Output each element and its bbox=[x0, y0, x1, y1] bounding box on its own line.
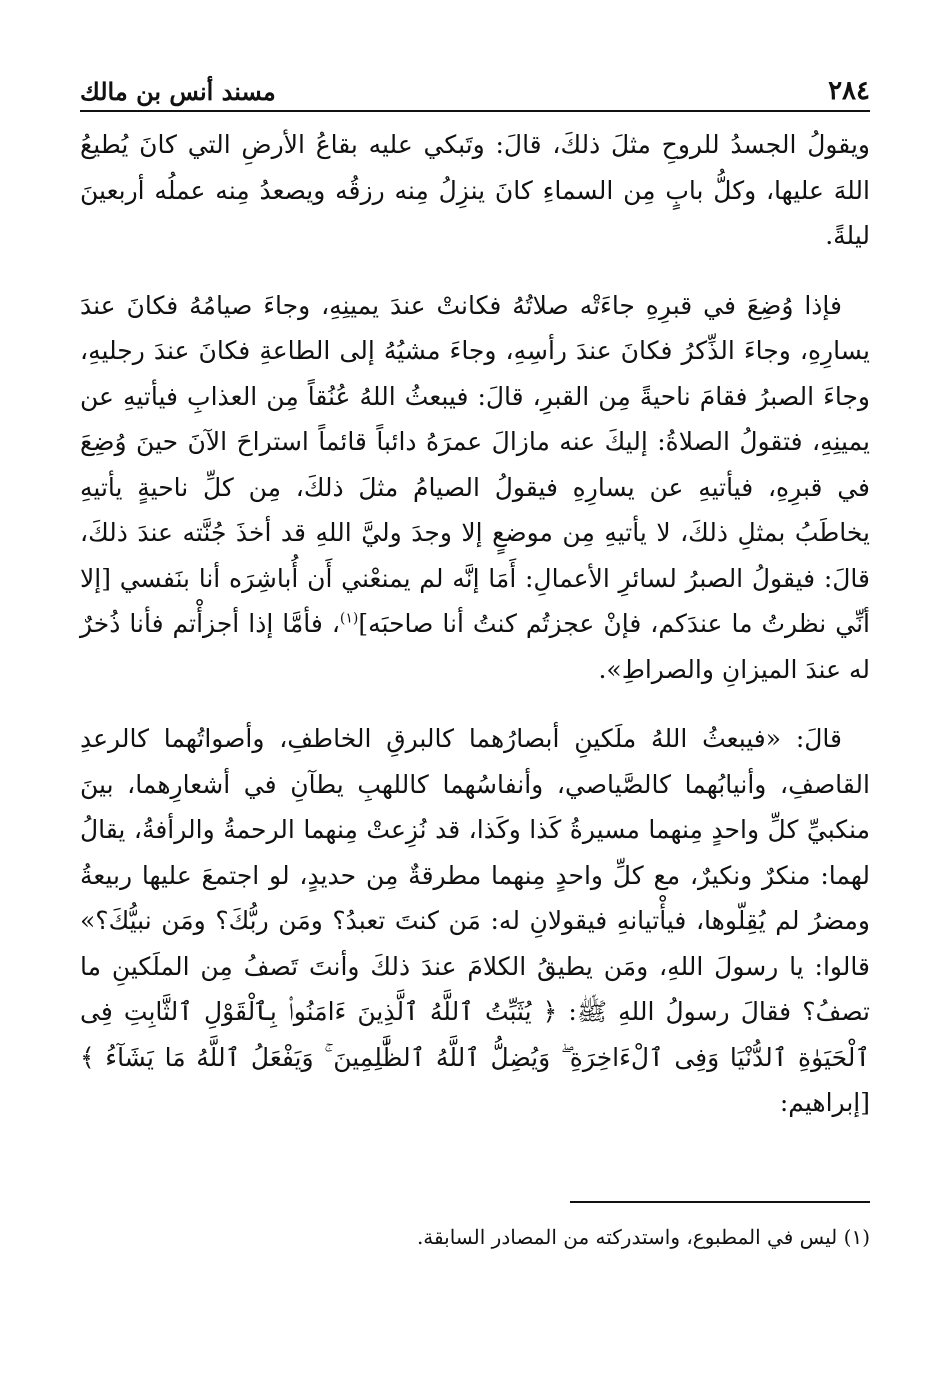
running-title: مسند أنس بن مالك bbox=[80, 77, 276, 106]
footnote: (١) ليس في المطبوع، واستدركته من المصادر السابقة. bbox=[416, 1225, 870, 1249]
paragraph-3: قالَ: «فيبعثُ اللهُ ملَكينِ أبصارُهما كالبرقِ الخاطفِ، وأصواتُهما كالرعدِ القاصفِ، وأنيابُهما كالصَّياصي، وأنفاسُهما كاللهبِ يطآنِ في أشعارِهما، بينَ منكبيِّ كلِّ واحدٍ مِنهما مسيرةُ كَذا وكَذا، قد نُزِعتْ مِنهما الرحمةُ والرأفةُ، يقالُ لهما: منكرٌ ونكيرٌ، مع كلِّ واحدٍ مِنهما مطرقةٌ مِن حديدٍ، لو اجتمعَ عليها ربيعةُ ومضرُ لم يُقِلّوها، فيأْتيانهِ فيقولانِ له: مَن كنتَ تعبدُ؟ ومَن ربُّكَ؟ ومَن نبيُّكَ؟» قالوا: يا رسولَ اللهِ، ومَن يطيقُ الكلامَ عندَ ذلكَ وأنتَ تَصفُ مِن الملَكينِ ما تصفُ؟ فقالَ رسولُ اللهِ ﷺ: ﴿ يُثَبِّتُ ٱللَّهُ ٱلَّذِينَ ءَامَنُوا۟ بِٱلْقَوْلِ ٱلثَّابِتِ فِى ٱلْحَيَوٰةِ ٱلدُّنْيَا وَفِى ٱلْءَاخِرَةِ ۖ وَيُضِلُّ ٱللَّهُ ٱلظَّٰلِمِينَ ۚ وَيَفْعَلُ ٱللَّهُ مَا يَشَآءُ ﴾ [إبراهيم: bbox=[80, 724, 870, 1117]
footnote-reference: (١) bbox=[339, 610, 359, 627]
page-number: ٢٨٤ bbox=[828, 76, 870, 106]
page-body bbox=[80, 122, 870, 1126]
paragraph-1: ويقولُ الجسدُ للروحِ مثلَ ذلكَ، قالَ: وتَبكي عليه بقاعُ الأرضِ التي كانَ يُطيعُ اللهَ عليها، وكلُّ بابٍ مِن السماءِ كانَ ينزِلُ مِنه رزقُه ويصعدُ مِنه عملُه أربعينَ ليلةً. bbox=[80, 130, 870, 250]
paragraph-2 bbox=[80, 283, 870, 693]
paragraph-2-tail: ، فأمَّا إذا أجزأْتم فأنا ذُخرٌ له عندَ الميزانِ والصراطِ». bbox=[80, 609, 870, 684]
running-header bbox=[80, 58, 870, 106]
header-rule bbox=[80, 110, 870, 112]
footnote-rule bbox=[570, 1201, 870, 1203]
paragraph-2-main: فإذا وُضِعَ في قبرِهِ جاءَتْه صلاتُهُ فكانتْ عندَ يمينِهِ، وجاءَ صيامُهُ فكانَ عندَ يسارِهِ، وجاءَ الذِّكرُ فكانَ عندَ رأسِهِ، وجاءَ مشيُهُ إلى الطاعةِ فكانَ عندَ رجليهِ، وجاءَ الصبرُ فقامَ ناحيةً مِن القبرِ، قالَ: فيبعثُ اللهُ عُنُقاً مِن العذابِ فيأتيهِ عن يمينِهِ، فتقولُ الصلاةُ: إليكَ عنه مازالَ عمرَهُ دائباً قائماً استراحَ الآنَ حينَ وُضِعَ في قبرِهِ، فيأتيهِ عن يسارِهِ فيقولُ الصيامُ مثلَ ذلكَ، مِن كلِّ ناحيةٍ يأتيهِ يخاطَبُ بمثلِ ذلكَ، لا يأتيهِ مِن موضعٍ إلا وجدَ وليَّ اللهِ قد أخذَ جُنَّته عندَ ذلكَ، قالَ: فيقولُ الصبرُ لسائرِ الأعمالِ: أَمَا إنَّه لم يمنعْني أَن أُباشِرَه أنا بنَفسي [إلا أنِّي نظرتُ ما عندَكم، فإنْ عجزتُم كنتُ أنا صاحبَه] bbox=[80, 290, 870, 638]
